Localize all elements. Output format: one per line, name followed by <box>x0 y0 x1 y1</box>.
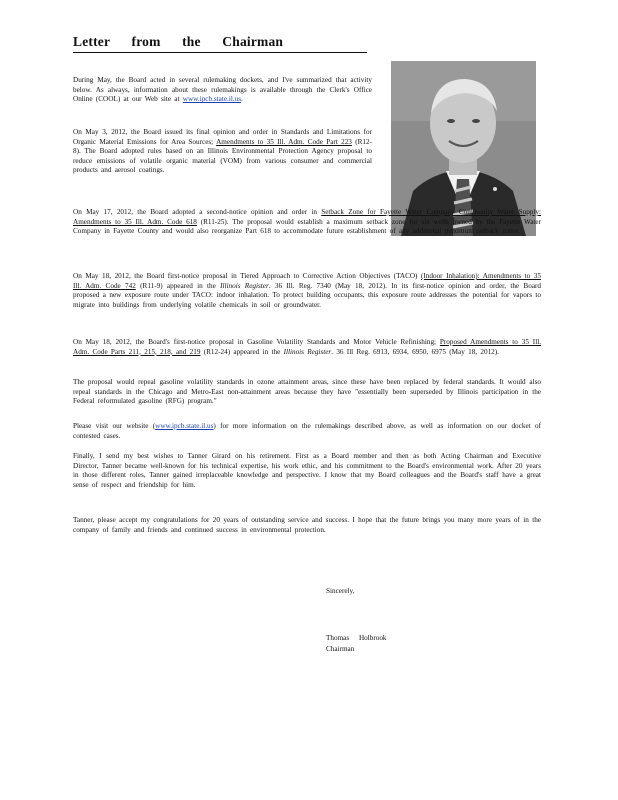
text: The proposal would repeal gasoline volatility standards in ozone attainment areas, since these have been replaced by federal standards. It would also repeal standards in the Chicago and Metro-East non-attainment areas because they have "essentially been superseded by Illinois participation in the Federal reformulated gasoline (RFG) program." <box>73 378 541 406</box>
paragraph-r11-9 <box>73 272 541 310</box>
signer-name: Thomas Holbrook <box>326 634 387 642</box>
text: (R11-25). The proposal would establish a maximum setback zone for six wells owned by the Fayette Water Company in Fayette County and would also reorganize Part 618 to accommodate future establishment of any additional maximum setback zones. <box>73 217 541 236</box>
text: . 36 Ill Reg. 6913, 6934, 6950, 6975 (May 18, 2012). <box>331 347 499 356</box>
text: (R11-9) appeared in the <box>135 281 221 290</box>
text: . <box>241 95 243 104</box>
paragraph-retirement <box>73 452 541 490</box>
paragraph-cool <box>73 76 372 105</box>
text: ) for more information on the rulemakings described above, as well as information on our docket of contested cases. <box>73 422 541 440</box>
text: (R12-24) appeared in the <box>200 347 284 356</box>
text: During May, the Board acted in several rulemaking dockets, and I've summarized that activity below. As always, information about these rulemakings is available through the Clerk's Office Online (COOL) at our Web site at <box>73 76 372 104</box>
text: On May 3, 2012, the Board issued its final opinion and order in Standards and Limitations for Organic Material Emissions for Area Sources; <box>73 128 372 146</box>
docket-title: Amendments to 35 Ill. Adm. Code Part 223 <box>216 137 352 146</box>
letter-title: Letter from the Chairman <box>73 34 367 53</box>
text: On May 18, 2012, the Board first-notice proposal in Tiered Approach to Corrective Action Objectives (TACO) <box>73 272 422 280</box>
text: Please visit our website ( <box>73 422 156 430</box>
text: On May 18, 2012, the Board's first-notice proposal in Gasoline Volatility Standards and Motor Vehicle Refinishing; <box>73 338 440 346</box>
paragraph-congratulations <box>73 516 541 535</box>
text: Finally, I send my best wishes to Tanner Girard on his retirement. First as a Board member and then as both Acting Chairman and Executive Director, Tanner became well-known for his technical expertise, his work ethic, and his commitment to the Board's environmental work. After 20 years in those different roles, Tanner gained irreplaceable knowledge and perspective. I know that my Board colleagues and the Board's staff have a great sense of respect and friendship for him. <box>73 452 541 489</box>
publication-name: Illinois Register <box>283 347 332 356</box>
text: On May 17, 2012, the Board adopted a second-notice opinion and order in <box>73 208 322 216</box>
text: Tanner, please accept my congratulations for 20 years of outstanding service and success. I hope that the future brings you many more years of in the company of family and friends and continued success in environmental protection. <box>73 516 541 534</box>
salutation: Sincerely, <box>326 587 355 595</box>
text: . 36 Ill. Reg. 7340 (May 18, 2012). In its first-notice opinion and order, the Board proposed a new exposure route under TACO: indoor inhalation. To protect building occupants, this exposure route addresses the potential for vapors to migrate into buildings from underlying volatile chemicals in soil or groundwater. <box>73 281 541 309</box>
website-link[interactable]: www.ipcb.state.il.us <box>155 422 214 430</box>
paragraph-website <box>73 422 541 441</box>
text: (R12-8). The Board adopted rules based on an Illinois Environmental Protection Agency proposal to reduce emissions of volatile organic material (VOM) from various consumer and commercial products and aerosol coatings. <box>73 137 372 175</box>
paragraph-proposal <box>73 378 541 407</box>
website-link[interactable]: www.ipcb.state.il.us <box>182 95 242 104</box>
paragraph-r12-24 <box>73 338 541 357</box>
docket-title: (Indoor Inhalation): Amendments to 35 Ill. Adm. Code 742 <box>73 272 541 290</box>
paragraph-r12-8 <box>73 128 372 176</box>
docket-title: Proposed Amendments to 35 Ill. Adm. Code Parts 211, 215, 218, and 219 <box>73 338 541 356</box>
docket-title: Setback Zone for Fayette Water Company Community Water Supply: Amendments to 35 Ill. Adm. Code 618 <box>73 208 541 226</box>
signer-role: Chairman <box>326 645 355 653</box>
publication-name: Illinois Register <box>220 281 269 290</box>
paragraph-r11-25 <box>73 208 541 237</box>
